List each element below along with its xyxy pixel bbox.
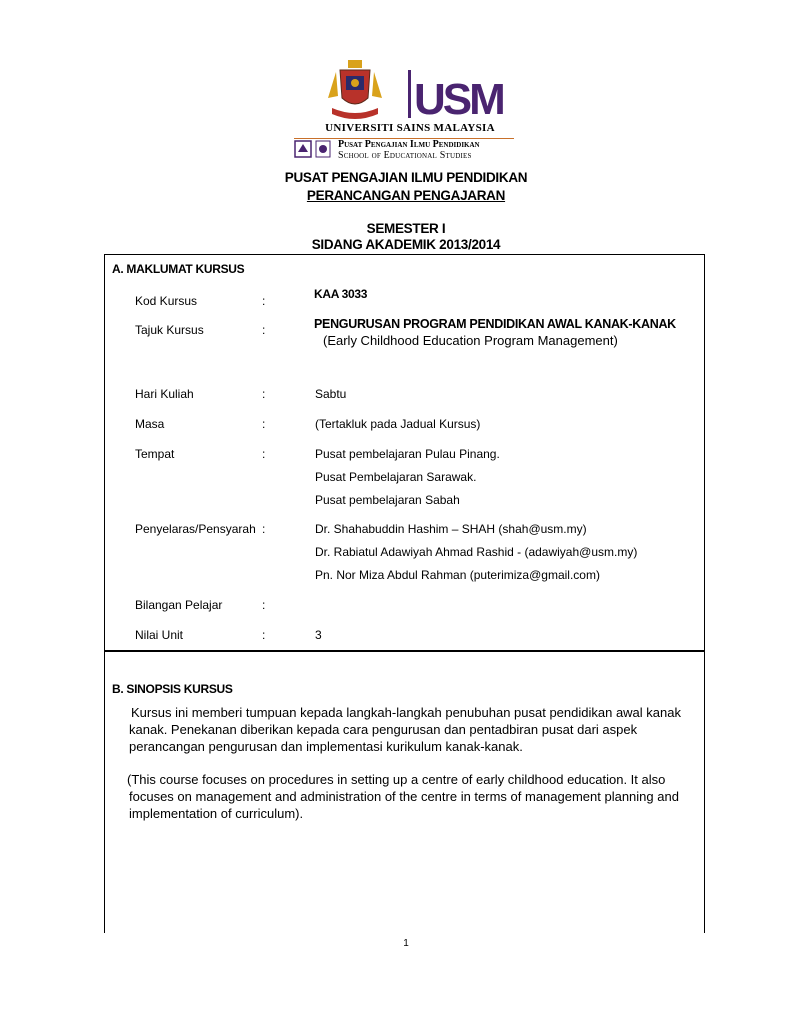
synopsis-english-line: focuses on management and administration of the centre in terms of management planning and — [129, 789, 679, 804]
kod-kursus-label: Kod Kursus — [135, 294, 198, 308]
colon: : — [262, 447, 266, 461]
school-name-english: School of Educational Studies — [338, 150, 472, 161]
synopsis-malay-line: perancangan pengurusan dan implementasi kurikulum kanak-kanak. — [129, 739, 523, 754]
bilangan-pelajar-label: Bilangan Pelajar — [135, 598, 223, 612]
header-semester: SEMESTER I — [366, 221, 446, 236]
colon: : — [262, 387, 266, 401]
usm-wordmark-text: USM — [414, 75, 503, 124]
school-name-malay: Pusat Pengajian Ilmu Pendidikan — [338, 139, 480, 150]
tajuk-kursus-english: (Early Childhood Education Program Management) — [323, 333, 618, 348]
colon: : — [262, 417, 266, 431]
usm-logo-block — [288, 52, 528, 164]
colon: : — [262, 323, 266, 337]
usm-wordmark-icon — [406, 66, 503, 124]
school-emblem-icon — [294, 140, 334, 158]
section-a-title: A. MAKLUMAT KURSUS — [112, 262, 245, 276]
nilai-unit-value: 3 — [315, 628, 322, 642]
hari-kuliah-label: Hari Kuliah — [135, 387, 194, 401]
masa-value: (Tertakluk pada Jadual Kursus) — [315, 417, 481, 431]
colon: : — [262, 294, 266, 308]
colon: : — [262, 598, 266, 612]
university-name: UNIVERSITI SAINS MALAYSIA — [325, 122, 495, 134]
header-school: PUSAT PENGAJIAN ILMU PENDIDIKAN — [284, 170, 528, 185]
tempat-value: Pusat pembelajaran Sabah — [315, 493, 460, 507]
penyelaras-value: Dr. Rabiatul Adawiyah Ahmad Rashid - (adawiyah@usm.my) — [315, 545, 638, 559]
header-title: PERANCANGAN PENGAJARAN — [306, 188, 506, 203]
tajuk-kursus-label: Tajuk Kursus — [135, 323, 204, 337]
kod-kursus-value: KAA 3033 — [314, 287, 368, 301]
tajuk-kursus-value: PENGURUSAN PROGRAM PENDIDIKAN AWAL KANAK-KANAK — [314, 317, 676, 331]
header-session: SIDANG AKADEMIK 2013/2014 — [311, 237, 501, 252]
nilai-unit-label: Nilai Unit — [135, 628, 184, 642]
synopsis-malay-line: kanak. Penekanan diberikan kepada cara pengurusan dan pentadbiran pusat dari aspek — [129, 722, 638, 737]
synopsis-english-line: implementation of curriculum). — [129, 806, 304, 821]
penyelaras-value: Pn. Nor Miza Abdul Rahman (puterimiza@gmail.com) — [315, 568, 600, 582]
synopsis-malay-line: Kursus ini memberi tumpuan kepada langkah-langkah penubuhan pusat pendidikan awal kanak — [131, 705, 681, 720]
usm-crest-icon — [322, 58, 388, 124]
tempat-value: Pusat pembelajaran Pulau Pinang. — [315, 447, 500, 461]
synopsis-english-line: (This course focuses on procedures in setting up a centre of early childhood education. It also — [127, 772, 666, 787]
page-number: 1 — [403, 938, 409, 949]
penyelaras-label: Penyelaras/Pensyarah — [135, 522, 256, 536]
colon: : — [262, 628, 266, 642]
section-b-title: B. SINOPSIS KURSUS — [112, 682, 233, 696]
tempat-label: Tempat — [135, 447, 175, 461]
masa-label: Masa — [135, 417, 165, 431]
penyelaras-value: Dr. Shahabuddin Hashim – SHAH (shah@usm.my) — [315, 522, 587, 536]
colon: : — [262, 522, 266, 536]
hari-kuliah-value: Sabtu — [315, 387, 347, 401]
tempat-value: Pusat Pembelajaran Sarawak. — [315, 470, 477, 484]
